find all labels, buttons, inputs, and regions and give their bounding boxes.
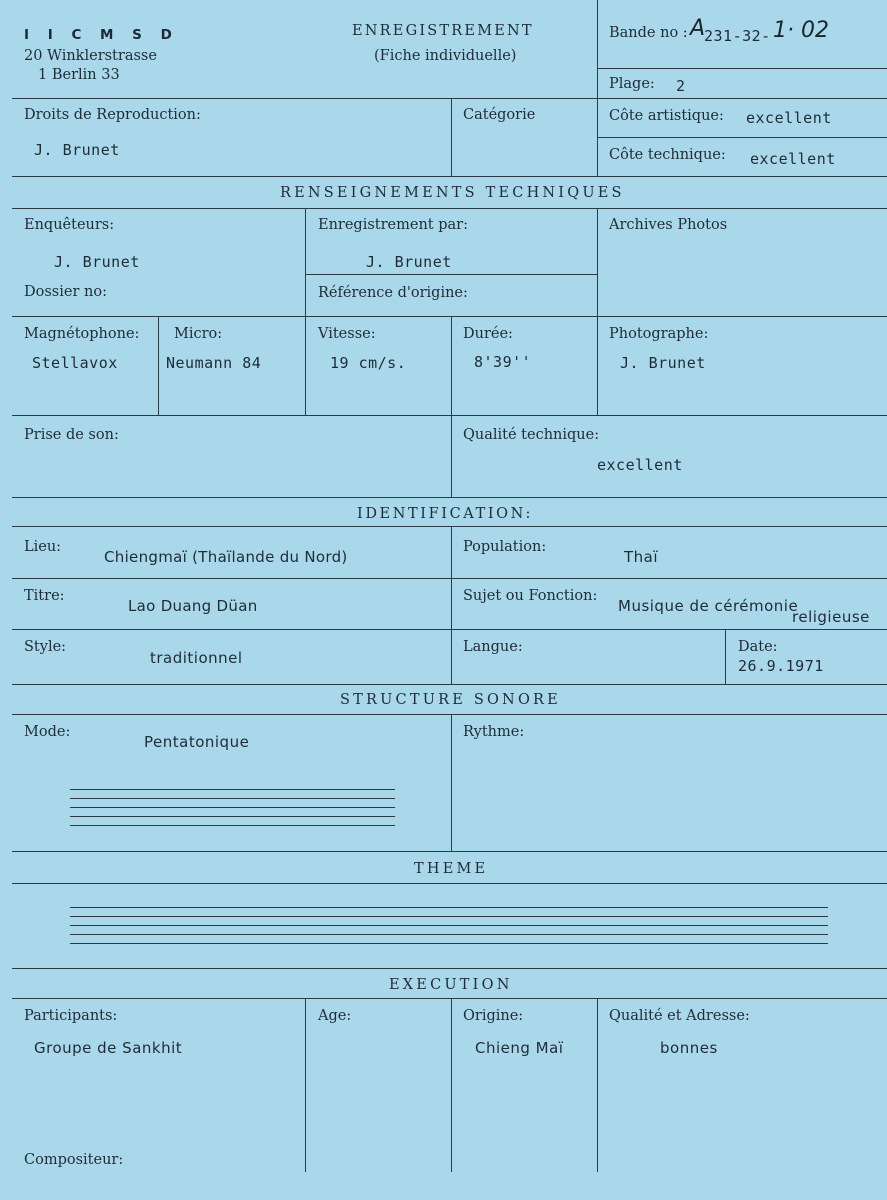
rule [451,415,452,497]
photographe-value: J. Brunet [620,354,706,372]
sujet-fonction-label: Sujet ou Fonction: [463,588,598,604]
population-value: Thaï [624,548,659,566]
prise-de-son-label: Prise de son: [24,427,119,443]
rule [597,998,598,1172]
section-execution: EXECUTION [389,977,513,993]
section-structure-sonore: STRUCTURE SONORE [340,692,561,708]
rule [12,176,887,177]
qualite-technique-value: excellent [597,456,683,474]
rule [451,714,452,851]
rule [12,629,887,630]
photographe-label: Photographe: [609,326,709,342]
sujet-fonction-value: Musique de cérémonie [618,597,799,615]
vitesse-value: 19 cm/s. [330,354,407,372]
date-label: Date: [738,639,778,655]
droits-value: J. Brunet [34,141,120,159]
rule [12,497,887,498]
micro-label: Micro: [174,326,223,342]
rule [305,998,306,1172]
population-label: Population: [463,539,547,555]
org-address-street: 20 Winklerstrasse [24,48,157,64]
titre-label: Titre: [24,588,65,604]
form-subtitle: (Fiche individuelle) [374,48,517,64]
qualite-adresse-value: bonnes [660,1039,718,1057]
rule [451,316,452,415]
style-value: traditionnel [150,649,243,667]
enqueteurs-label: Enquêteurs: [24,217,115,233]
rule [12,714,887,715]
section-renseignements-techniques: RENSEIGNEMENTS TECHNIQUES [280,185,625,201]
langue-label: Langue: [463,639,523,655]
vitesse-label: Vitesse: [318,326,376,342]
micro-value: Neumann 84 [166,354,262,372]
origine-label: Origine: [463,1008,524,1024]
archives-photos-label: Archives Photos [609,217,728,233]
rule [12,316,887,317]
plage-label: Plage: [609,76,655,92]
enregistrement-par-value: J. Brunet [366,253,452,271]
age-label: Age: [318,1008,352,1024]
enregistrement-par-label: Enregistrement par: [318,217,468,233]
rule [597,208,598,415]
droits-label: Droits de Reproduction: [24,107,201,123]
magnetophone-value: Stellavox [32,354,118,372]
rule [12,526,887,527]
rule [597,137,887,138]
rule [725,629,726,684]
rule [158,316,159,415]
rule [12,851,887,852]
mode-value: Pentatonique [144,733,250,751]
cote-technique-label: Côte technique: [609,147,726,163]
rule [12,684,887,685]
participants-value: Groupe de Sankhit [34,1039,183,1057]
plage-value: 2 [676,77,686,95]
org-name: I I C M S D [24,27,179,43]
cote-artistique-value: excellent [746,109,832,127]
rule [12,998,887,999]
categorie-label: Catégorie [463,107,536,123]
titre-value: Lao Duang Düan [128,597,258,615]
form-title: ENREGISTREMENT [352,23,534,39]
section-identification: IDENTIFICATION: [357,506,533,522]
compositeur-label: Compositeur: [24,1152,124,1168]
duree-label: Durée: [463,326,513,342]
qualite-technique-label: Qualité technique: [463,427,600,443]
dossier-label: Dossier no: [24,284,107,300]
origine-value: Chieng Maï [475,1039,564,1057]
participants-label: Participants: [24,1008,118,1024]
duree-value: 8'39'' [474,353,532,371]
rule [597,98,598,176]
rule [12,98,887,99]
mode-label: Mode: [24,724,71,740]
rule [12,208,887,209]
rule [12,578,887,579]
cote-artistique-label: Côte artistique: [609,108,724,124]
rule [597,0,598,98]
org-address-city: 1 Berlin 33 [38,67,120,83]
date-value: 26.9.1971 [738,657,824,675]
bande-prefix: A [690,16,706,41]
rule [12,883,887,884]
style-label: Style: [24,639,67,655]
rule [305,208,306,415]
bande-handwritten: 1· 02 [773,18,829,43]
section-theme: THEME [414,861,489,877]
rule [597,68,887,69]
qualite-adresse-label: Qualité et Adresse: [609,1008,750,1024]
magnetophone-label: Magnétophone: [24,326,140,342]
rythme-label: Rythme: [463,724,525,740]
lieu-label: Lieu: [24,539,62,555]
rule [12,968,887,969]
reference-origine-label: Référence d'origine: [318,285,468,301]
bande-label: Bande no : [609,25,688,41]
rule [451,98,452,176]
rule [451,526,452,684]
sujet-fonction-value-continued: religieuse [792,608,870,626]
enqueteurs-value: J. Brunet [54,253,140,271]
cote-technique-value: excellent [750,150,836,168]
bande-number: 231-32- [704,27,771,45]
rule [305,274,597,275]
rule [451,998,452,1172]
rule [12,415,887,416]
lieu-value: Chiengmaï (Thaïlande du Nord) [104,548,348,566]
